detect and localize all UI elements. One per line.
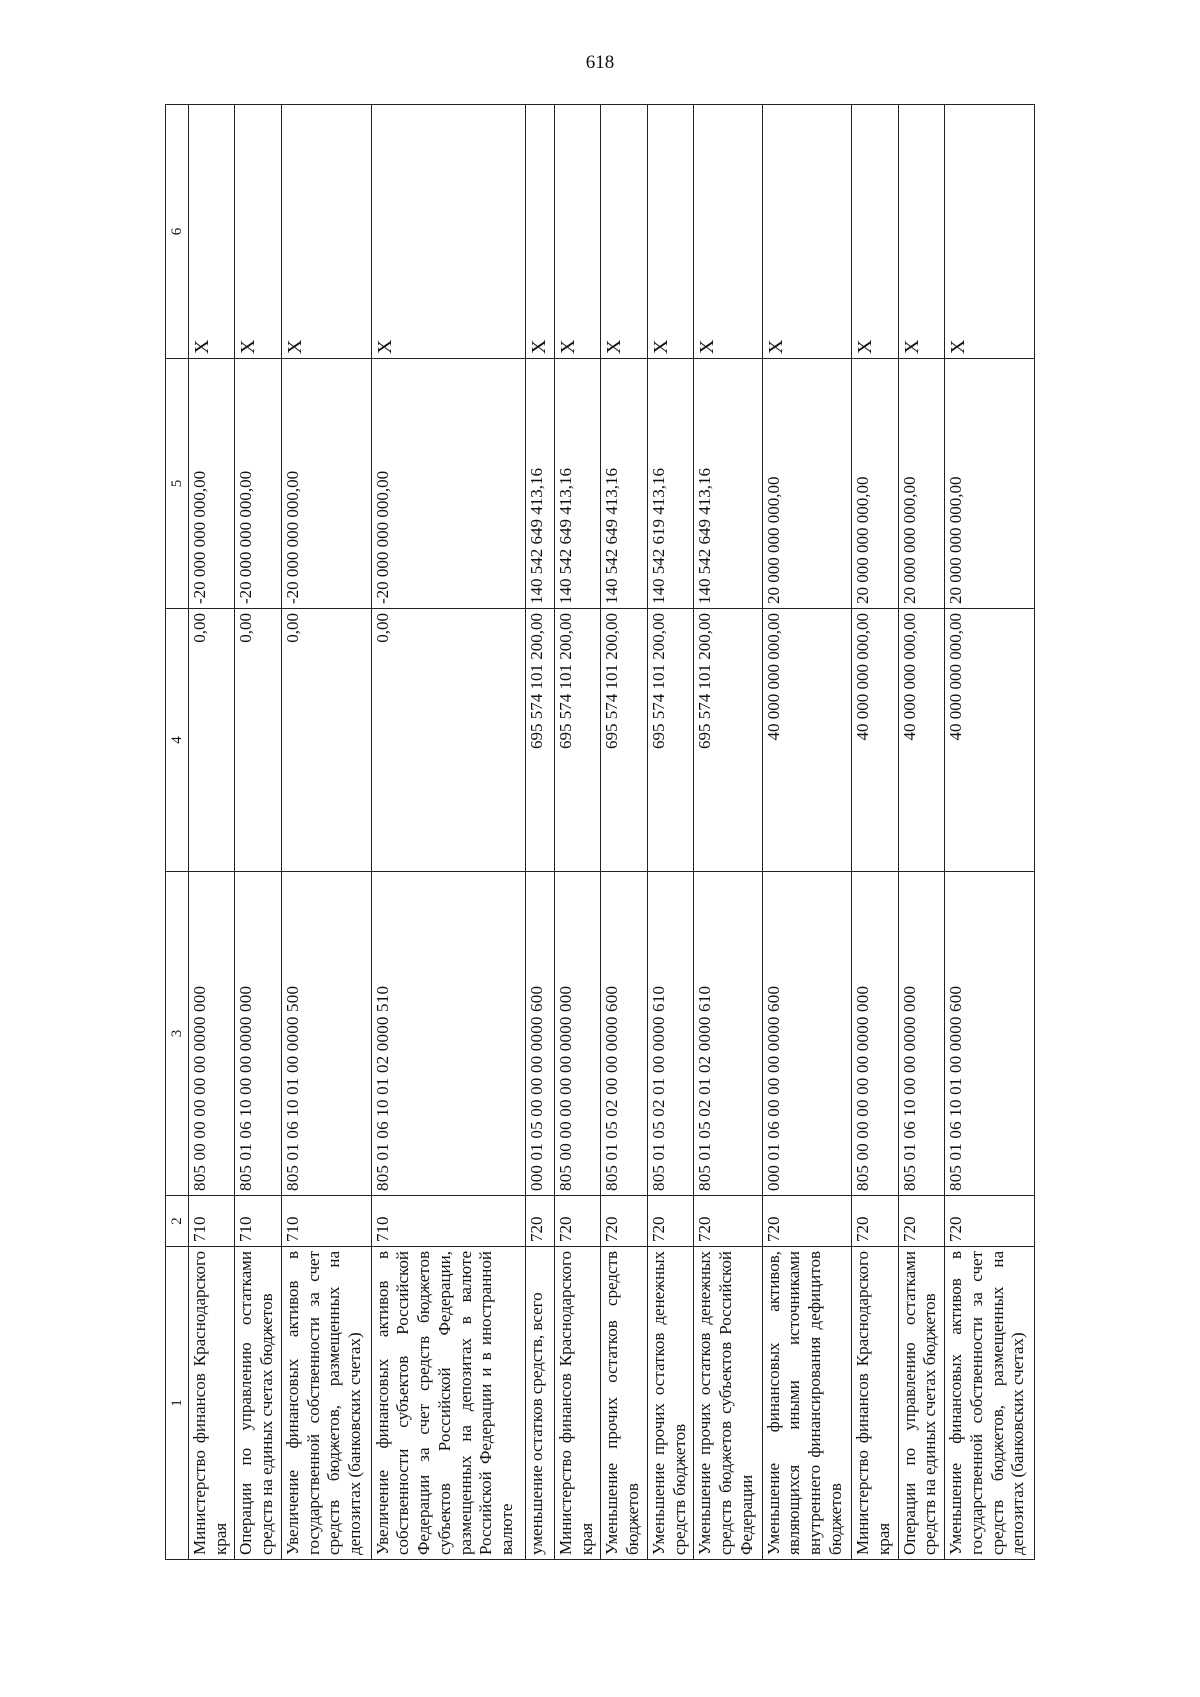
row-col5-amount-cell: -20 000 000 000,00 <box>281 359 371 609</box>
row-col5-amount-cell: 20 000 000 000,00 <box>852 359 898 609</box>
row-col6-mark-cell: X <box>235 105 281 359</box>
row-name-cell: Уменьшение прочих остатков средств бюджетов <box>601 1247 647 1560</box>
row-name-cell: Министерство финансов Краснодарского края <box>852 1247 898 1560</box>
row-kbk-code-cell: 805 01 05 02 01 00 0000 610 <box>647 872 693 1196</box>
row-code-cell: 720 <box>762 1196 852 1247</box>
header-cell: 5 <box>166 359 189 609</box>
row-col5-amount-cell: 140 542 649 413,16 <box>694 359 762 609</box>
row-col4-amount-cell: 0,00 <box>235 609 281 872</box>
row-kbk-code-cell: 805 00 00 00 00 00 0000 000 <box>852 872 898 1196</box>
row-name-cell: Министерство финансов Краснодарского края <box>189 1247 235 1560</box>
header-cell: 1 <box>166 1247 189 1560</box>
row-col6-mark-cell: X <box>945 105 1035 359</box>
header-cell: 2 <box>166 1196 189 1247</box>
row-col4-amount-cell: 40 000 000 000,00 <box>945 609 1035 872</box>
row-code-cell: 720 <box>601 1196 647 1247</box>
header-cell: 4 <box>166 609 189 872</box>
row-code-cell: 720 <box>555 1196 601 1247</box>
row-col5-amount-cell: 140 542 619 413,16 <box>647 359 693 609</box>
row-kbk-code-cell: 805 01 05 02 00 00 0000 600 <box>601 872 647 1196</box>
row-kbk-code-cell: 000 01 06 00 00 00 0000 600 <box>762 872 852 1196</box>
row-code-cell: 710 <box>371 1196 526 1247</box>
row-name-cell: Операции по управлению остатками средств на единых счетах бюджетов <box>235 1247 281 1560</box>
page-number: 618 <box>585 52 615 73</box>
table-row <box>852 105 898 1560</box>
row-col6-mark-cell: X <box>281 105 371 359</box>
row-col4-amount-cell: 40 000 000 000,00 <box>852 609 898 872</box>
row-kbk-code-cell: 805 01 06 10 01 00 0000 500 <box>281 872 371 1196</box>
row-code-cell: 710 <box>281 1196 371 1247</box>
table-row <box>945 105 1035 1560</box>
row-name-cell: уменьшение остатков средств, всего <box>526 1247 555 1560</box>
table-row <box>555 105 601 1560</box>
row-col4-amount-cell: 40 000 000 000,00 <box>762 609 852 872</box>
row-kbk-code-cell: 805 01 06 10 01 00 0000 600 <box>945 872 1035 1196</box>
table-row <box>371 105 526 1560</box>
row-name-cell: Уменьшение финансовых активов в государственной собственности за счет средств бюджетов, размещенных на депозитах (банковских счетах) <box>945 1247 1035 1560</box>
row-col6-mark-cell: X <box>555 105 601 359</box>
row-col6-mark-cell: X <box>694 105 762 359</box>
table-row <box>189 105 235 1560</box>
row-col4-amount-cell: 40 000 000 000,00 <box>898 609 944 872</box>
row-col6-mark-cell: X <box>526 105 555 359</box>
table-row <box>601 105 647 1560</box>
row-col5-amount-cell: -20 000 000 000,00 <box>235 359 281 609</box>
row-col6-mark-cell: X <box>898 105 944 359</box>
row-col4-amount-cell: 0,00 <box>371 609 526 872</box>
row-code-cell: 720 <box>898 1196 944 1247</box>
row-col5-amount-cell: 20 000 000 000,00 <box>762 359 852 609</box>
row-col4-amount-cell: 0,00 <box>189 609 235 872</box>
row-col5-amount-cell: -20 000 000 000,00 <box>189 359 235 609</box>
row-code-cell: 720 <box>945 1196 1035 1247</box>
row-col5-amount-cell: 20 000 000 000,00 <box>945 359 1035 609</box>
row-col4-amount-cell: 695 574 101 200,00 <box>601 609 647 872</box>
rotated-table-container <box>165 105 1035 1560</box>
table-row <box>898 105 944 1560</box>
row-code-cell: 720 <box>526 1196 555 1247</box>
row-col4-amount-cell: 695 574 101 200,00 <box>694 609 762 872</box>
row-col6-mark-cell: X <box>189 105 235 359</box>
row-col4-amount-cell: 0,00 <box>281 609 371 872</box>
row-col4-amount-cell: 695 574 101 200,00 <box>526 609 555 872</box>
row-kbk-code-cell: 805 00 00 00 00 00 0000 000 <box>555 872 601 1196</box>
row-name-cell: Уменьшение прочих остатков денежных средств бюджетов субъектов Российской Федерации <box>694 1247 762 1560</box>
row-name-cell: Увеличение финансовых активов в собственности субъектов Российской Федерации за счет средств бюджетов субъектов Российской Федерации, размещенных на депозитах в валюте Российской Федерации и в иностранной валюте <box>371 1247 526 1560</box>
row-kbk-code-cell: 805 01 06 10 00 00 0000 000 <box>235 872 281 1196</box>
row-code-cell: 720 <box>694 1196 762 1247</box>
header-cell: 3 <box>166 872 189 1196</box>
table-row <box>235 105 281 1560</box>
table-row <box>694 105 762 1560</box>
row-col6-mark-cell: X <box>601 105 647 359</box>
row-col6-mark-cell: X <box>852 105 898 359</box>
row-col4-amount-cell: 695 574 101 200,00 <box>647 609 693 872</box>
table-row <box>281 105 371 1560</box>
row-code-cell: 710 <box>235 1196 281 1247</box>
header-cell: 6 <box>166 105 189 359</box>
row-col5-amount-cell: 140 542 649 413,16 <box>555 359 601 609</box>
row-col5-amount-cell: 140 542 649 413,16 <box>526 359 555 609</box>
row-name-cell: Министерство финансов Краснодарского края <box>555 1247 601 1560</box>
row-kbk-code-cell: 805 00 00 00 00 00 0000 000 <box>189 872 235 1196</box>
row-name-cell: Увеличение финансовых активов в государственной собственности за счет средств бюджетов, размещенных на депозитах (банковских счетах) <box>281 1247 371 1560</box>
row-kbk-code-cell: 805 01 06 10 01 02 0000 510 <box>371 872 526 1196</box>
row-kbk-code-cell: 805 01 06 10 00 00 0000 000 <box>898 872 944 1196</box>
row-col6-mark-cell: X <box>371 105 526 359</box>
row-name-cell: Уменьшение финансовых активов, являющихся иными источниками внутреннего финансирования дефицитов бюджетов <box>762 1247 852 1560</box>
row-kbk-code-cell: 805 01 05 02 01 02 0000 610 <box>694 872 762 1196</box>
row-code-cell: 720 <box>852 1196 898 1247</box>
row-col4-amount-cell: 695 574 101 200,00 <box>555 609 601 872</box>
row-col6-mark-cell: X <box>762 105 852 359</box>
table-row <box>762 105 852 1560</box>
row-col5-amount-cell: -20 000 000 000,00 <box>371 359 526 609</box>
table-row <box>526 105 555 1560</box>
row-name-cell: Уменьшение прочих остатков денежных средств бюджетов <box>647 1247 693 1560</box>
row-col5-amount-cell: 20 000 000 000,00 <box>898 359 944 609</box>
row-kbk-code-cell: 000 01 05 00 00 00 0000 600 <box>526 872 555 1196</box>
row-col5-amount-cell: 140 542 649 413,16 <box>601 359 647 609</box>
row-code-cell: 710 <box>189 1196 235 1247</box>
budget-sources-table <box>165 104 1035 1560</box>
table-row <box>647 105 693 1560</box>
row-code-cell: 720 <box>647 1196 693 1247</box>
row-name-cell: Операции по управлению остатками средств на единых счетах бюджетов <box>898 1247 944 1560</box>
row-col6-mark-cell: X <box>647 105 693 359</box>
table-header-row <box>166 105 189 1560</box>
